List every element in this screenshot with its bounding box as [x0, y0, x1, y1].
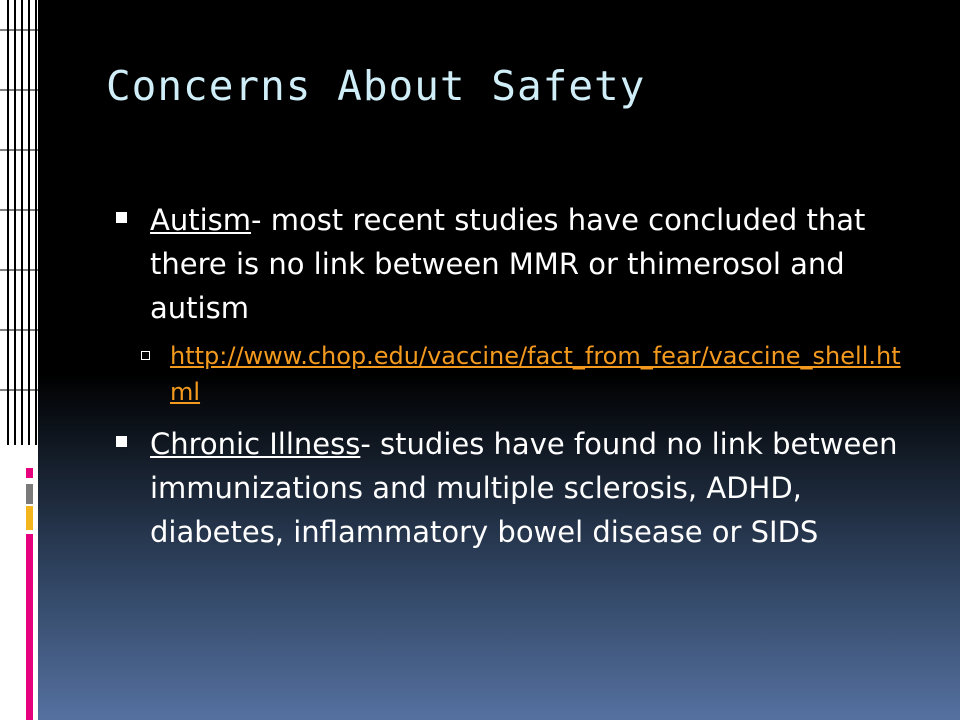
accent-bar-magenta-long [26, 534, 33, 720]
slide-content [114, 198, 914, 554]
accent-bar-gray [26, 484, 33, 504]
slide-title: Concerns About Safety [106, 62, 646, 110]
sub-bullet-link [114, 338, 914, 410]
bullet-text: - studies have found no link between immunizations and multiple sclerosis, ADHD, diabetes, inflammatory bowel disease or SIDS [150, 427, 898, 549]
bullet-chronic-illness [114, 422, 914, 554]
bullet-text: - most recent studies have concluded that there is no link between MMR or thimerosol and autism [150, 203, 866, 325]
accent-bar-magenta-small [26, 468, 33, 478]
chop-vaccine-link[interactable]: http://www.chop.edu/vaccine/fact_from_fear/vaccine_shell.html [170, 342, 901, 406]
accent-bar-gold [26, 506, 33, 530]
bullet-autism [114, 198, 914, 330]
square-bullet-icon [116, 436, 127, 447]
decorative-lines [0, 0, 38, 460]
square-bullet-icon [116, 212, 127, 223]
bullet-term: Chronic Illness [150, 427, 361, 461]
hollow-square-bullet-icon [141, 351, 150, 360]
bullet-term: Autism [150, 203, 252, 237]
left-decorative-strip [0, 0, 38, 720]
